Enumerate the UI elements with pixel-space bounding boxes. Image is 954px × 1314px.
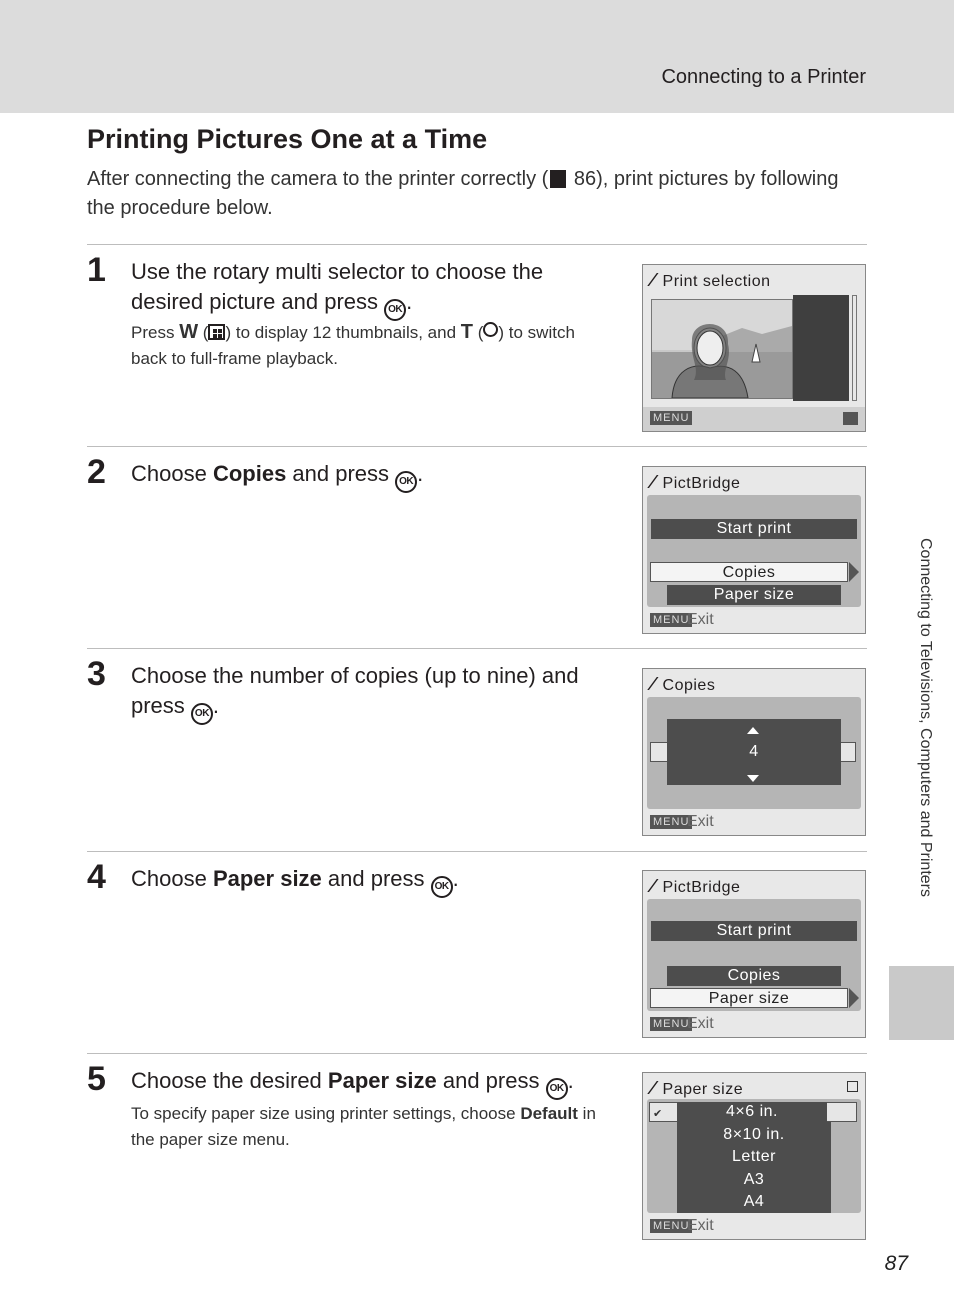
check-icon: ✔	[653, 1108, 663, 1120]
screen-copies	[642, 668, 866, 836]
screen-title: ⁄ Copies	[651, 674, 716, 694]
step-number: 4	[87, 858, 106, 896]
zoom-icon	[483, 322, 498, 337]
printer-icon: ⁄	[651, 674, 655, 694]
step-note: Press W ( ) to display 12 thumbnails, and T ( ) to switch back to full-frame playback.	[131, 321, 575, 368]
step-3	[87, 648, 867, 851]
list-item: Letter	[732, 1148, 776, 1165]
menu-button-icon: MENU	[650, 1219, 692, 1233]
exit-label: Exit	[687, 813, 714, 830]
header-band	[0, 0, 954, 113]
selection-arrow-icon	[849, 562, 859, 582]
screen-print-selection	[642, 264, 866, 432]
exit-label: Exit	[687, 611, 714, 628]
menu-button-icon: MENU	[650, 613, 692, 627]
printer-icon: ⁄	[651, 270, 655, 290]
screen-pictbridge-copies	[642, 466, 866, 634]
copies-value: 4	[667, 742, 841, 762]
down-arrow-icon	[747, 775, 759, 782]
menu-item-copies: Copies	[650, 562, 848, 582]
copies-panel	[647, 697, 861, 809]
menu-item-start-print: Start print	[651, 519, 857, 539]
step-5	[87, 1053, 867, 1244]
screen-title: ⁄ Print selection	[651, 270, 771, 290]
scroll-indicator	[852, 295, 857, 401]
screen-title: ⁄ PictBridge	[651, 876, 741, 896]
step-instruction: Use the rotary multi selector to choose the desired picture and press OK .	[131, 257, 621, 321]
step-instruction: Choose Paper size and press OK .	[131, 864, 621, 898]
menu-item-paper-size: Paper size	[650, 988, 848, 1008]
menu-item-copies: Copies	[667, 966, 841, 986]
step-instruction: Choose Copies and press OK .	[131, 459, 621, 493]
screen-title: ⁄ PictBridge	[651, 472, 741, 492]
menu-button-icon: MENU	[650, 411, 692, 425]
side-tab-marker	[889, 966, 954, 1040]
menu-panel	[647, 899, 861, 1011]
menu-panel	[647, 495, 861, 607]
step-note: To specify paper size using printer settings, choose Default in the paper size menu.	[131, 1104, 596, 1149]
scroll-icon	[847, 1081, 858, 1092]
step-number: 3	[87, 655, 106, 693]
menu-item-paper-size: Paper size	[667, 585, 841, 605]
list-item: A3	[743, 1171, 765, 1188]
exit-label: Exit	[687, 1217, 714, 1234]
ok-button-icon: OK	[431, 876, 453, 898]
printer-icon: ⁄	[651, 1078, 655, 1098]
preview-image	[652, 300, 792, 398]
ok-button-icon: OK	[546, 1078, 568, 1100]
picture-preview	[651, 299, 793, 399]
printer-icon: ⁄	[651, 472, 655, 492]
section-title: Connecting to a Printer	[661, 66, 866, 88]
step-instruction: Choose the number of copies (up to nine) and press OK .	[131, 661, 621, 725]
step-1	[87, 244, 867, 447]
step-number: 5	[87, 1060, 106, 1098]
screen-paper-size	[642, 1072, 866, 1240]
page-title: Printing Pictures One at a Time	[87, 124, 488, 154]
info-panel	[793, 295, 849, 401]
menu-item-start-print: Start print	[651, 921, 857, 941]
side-tab-label: Connecting to Televisions, Computers and Printers	[917, 538, 934, 897]
up-arrow-icon	[747, 727, 759, 734]
page-number: 87	[884, 1252, 908, 1275]
step-4	[87, 851, 867, 1054]
paper-size-list	[647, 1099, 861, 1213]
step-number: 2	[87, 453, 106, 491]
ok-button-icon: OK	[384, 299, 406, 321]
thumbnail-icon	[208, 324, 225, 340]
screen-pictbridge-paper-size	[642, 870, 866, 1038]
intro-text: After connecting the camera to the printer correctly ( 86), print pictures by following the procedure below.	[87, 168, 839, 219]
printer-icon: ⁄	[651, 876, 655, 896]
ok-button-icon: OK	[191, 703, 213, 725]
thumbnail-view-icon	[843, 412, 858, 425]
exit-label: Exit	[687, 1015, 714, 1032]
ok-button-icon: OK	[395, 471, 417, 493]
step-2	[87, 446, 867, 649]
screen-title: ⁄ Paper size	[651, 1078, 744, 1098]
step-instruction: Choose the desired Paper size and press OK .	[131, 1066, 631, 1100]
selection-arrow-icon	[849, 988, 859, 1008]
menu-button-icon: MENU	[650, 815, 692, 829]
list-item: A4	[743, 1193, 765, 1210]
page-reference-icon	[550, 170, 566, 188]
list-item: 8×10 in.	[723, 1126, 785, 1143]
step-number: 1	[87, 251, 106, 289]
list-item: 4×6 in.	[677, 1102, 827, 1122]
menu-button-icon: MENU	[650, 1017, 692, 1031]
